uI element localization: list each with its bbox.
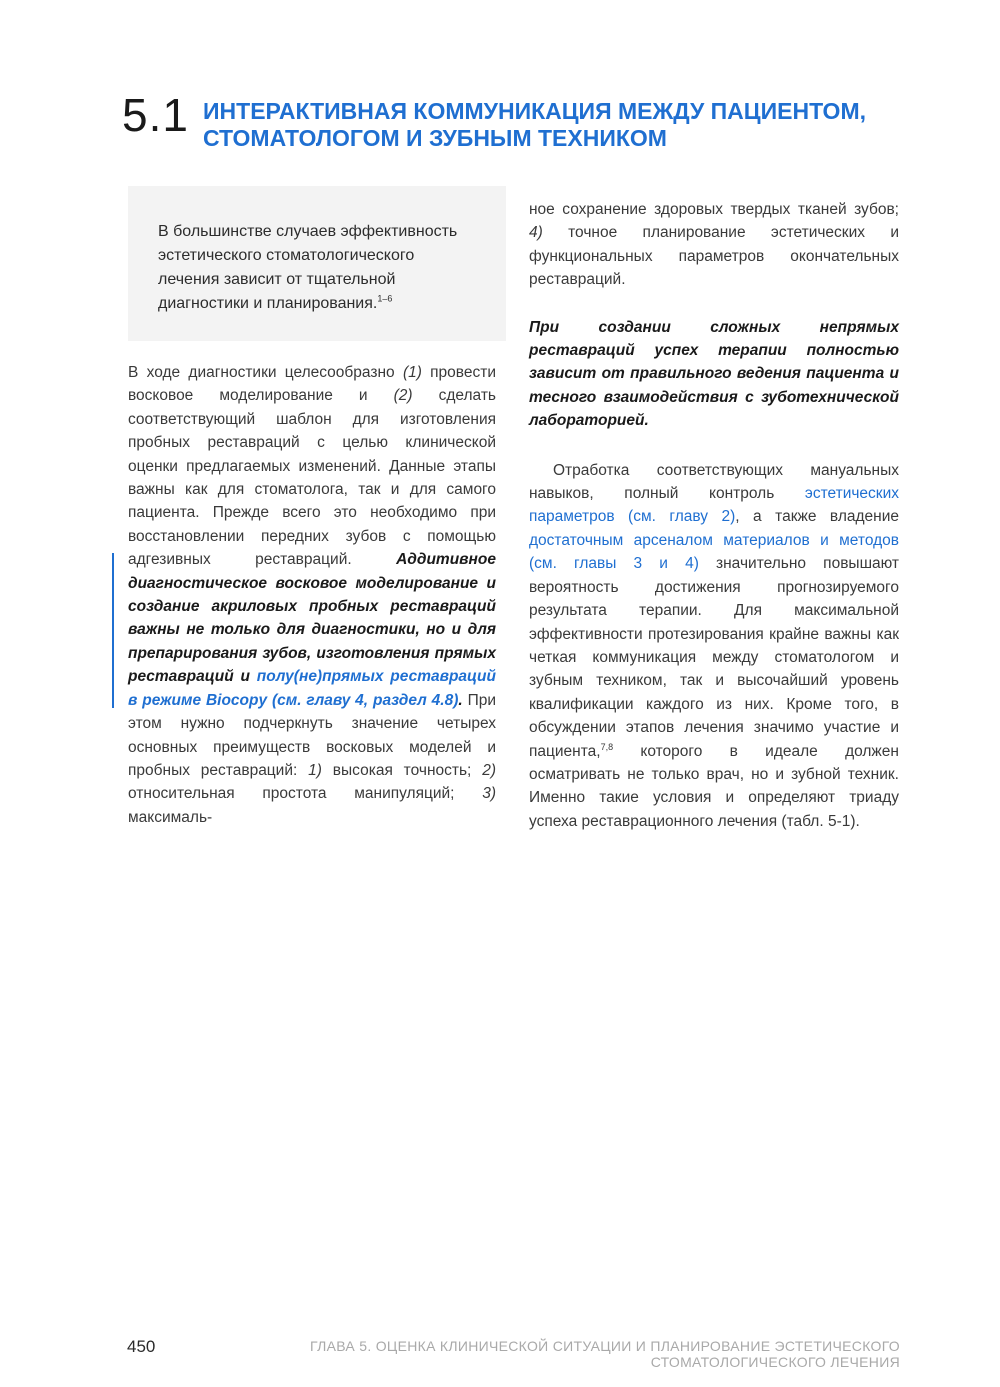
right-column	[529, 198, 899, 833]
section-title-line-1: ИНТЕРАКТИВНАЯ КОММУНИКАЦИЯ МЕЖДУ ПАЦИЕНТОМ,	[203, 98, 866, 124]
callout-reference: 1–6	[377, 293, 393, 304]
biocopy-cross-reference-link[interactable]: полу(не)прямых реставраций в режиме Biocopy (см. главу 4, раздел 4.8)	[128, 668, 496, 709]
right-reference: 7,8	[600, 741, 614, 752]
running-footer-chapter: ГЛАВА 5. ОЦЕНКА КЛИНИЧЕСКОЙ СИТУАЦИИ И ПЛАНИРОВАНИЕ ЭСТЕТИЧЕСКОГО СТОМАТОЛОГИЧЕСКОГО ЛЕЧЕНИЯ	[310, 1338, 900, 1370]
section-title	[203, 98, 923, 152]
page-number: 450	[127, 1337, 156, 1356]
left-column	[128, 361, 496, 829]
section-number: 5.1	[122, 89, 189, 141]
right-paragraph-continuation: ное сохранение здоровых твердых тканей зубов; 4) точное планирование эстетических и функциональных параметров окончательных реставраций.	[529, 201, 899, 289]
callout-text: В большинстве случаев эффективность эстетического стоматологического лечения зависит от тщательной диагностики и планирования.$^{1-6}$	[158, 223, 458, 312]
emphasis-text: Аддитивное диагностическое восковое моделирование и создание акриловых пробных реставраций важны не только для диагностики, но и для препарирования зубов, изготовления прямых реставраций и	[128, 551, 496, 686]
key-point-callout	[128, 186, 506, 341]
right-emphasis-paragraph: При создании сложных непрямых реставраций успех терапии полностью зависит от правильного ведения пациента и тесного взаимодействия с зуботехнической лабораторией.	[529, 318, 899, 430]
aesthetic-parameters-link[interactable]: эстетических параметров (см. главу 2)	[529, 485, 899, 526]
right-paragraph-main: Отработка соответствующих мануальных навыков, полный контроль эстетических параметров (см. главу 2), а также владение достаточным арсеналом материалов и методов (см. главы 3 и 4) значительно повышают вероятность достижения прогнозируемого результата терапии. Для максимальной эффективности протезирования крайне важны как четкая коммуникация между стоматологом и зубным техником, так и высочайший уровень квалификации каждого из них. Кроме того, в обсуждении этапов лечения значимо участие и пациента,$^{7,8}$ которого в идеале должен осматривать не только врач, но и зубной техник. Именно такие условия и определяют триаду успеха реставрационного лечения (табл. 5-1).	[529, 461, 900, 830]
materials-methods-link[interactable]: достаточным арсеналом материалов и методов (см. главы 3 и 4)	[529, 531, 899, 573]
left-paragraph: В ходе диагностики целесообразно (1) провести восковое моделирование и (2) сделать соответствующий шаблон для изготовления пробных реставраций с целью клинической оценки предлагаемых изменений. Данные этапы важны как для стоматолога, так и для самого пациента. Прежде всего это необходимо при восстановлении передних зубов с помощью адгезивных реставраций. Аддитивное диагностическое восковое моделирование и создание акриловых пробных реставраций важны не только для диагностики, но и для препарирования зубов, изготовления прямых реставраций и полу(не)прямых реставраций в режиме Biocopy (см. главу 4, раздел 4.8). При этом нужно подчеркнуть значение четырех основных преимуществ восковых моделей и пробных реставраций: 1) высокая точность; 2) относительная простота манипуляций; 3) максималь-	[128, 364, 496, 826]
section-title-line-2: СТОМАТОЛОГОМ И ЗУБНЫМ ТЕХНИКОМ	[203, 125, 667, 151]
emphasis-margin-bar	[112, 553, 114, 708]
